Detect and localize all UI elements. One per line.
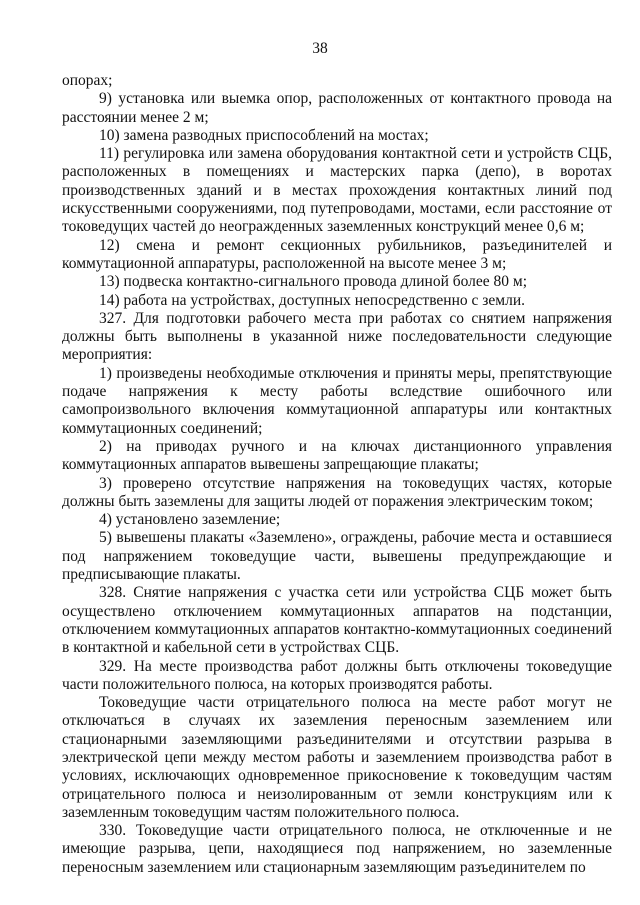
paragraph-continuation: опорах;: [62, 72, 113, 89]
section-327-item-2: 2) на приводах ручного и на ключах дистанционного управления коммутационных аппаратов вывешены запрещающие плакаты;: [62, 437, 612, 474]
section-327-item-5: 5) вывешены плакаты «Заземлено», ограждены, рабочие места и оставшиеся под напряжением токоведущие части, вывешены предупреждающие и предписывающие плакаты.: [62, 529, 612, 584]
list-item-9: 9) установка или выемка опор, расположенных от контактного провода на расстоянии менее 2 м;: [62, 90, 612, 126]
list-item-12: 12) смена и ремонт секционных рубильников, разъединителей и коммутационной аппаратуры, расположенной на высоте менее 3 м;: [62, 236, 612, 272]
section-328: 328. Снятие напряжения с участка сети или устройства СЦБ может быть осуществлено отключением коммутационных аппаратов на подстанции, отключением коммутационных аппаратов контактно-коммутационных соединений в контактной и кабельной сети в устройствах СЦБ.: [62, 584, 612, 657]
list-item-13: 13) подвеска контактно-сигнального провода длиной более 80 м;: [99, 273, 528, 291]
section-330: 330. Токоведущие части отрицательного полюса, не отключенные и не имеющие разрыва, цепи, находящиеся под напряжением, но заземленные переносным заземлением или стационарным заземляющим разъединителем по: [62, 822, 612, 876]
page-number: 38: [312, 40, 328, 57]
section-327-item-4: 4) установлено заземление;: [99, 511, 281, 529]
section-327-item-1: 1) произведены необходимые отключения и приняты меры, препятствующие подаче напряжения к месту работы вследствие ошибочного или самопроизвольного включения коммутационной аппаратуры или контактных коммутационных соединений;: [62, 364, 612, 437]
section-329-paragraph-2: Токоведущие части отрицательного полюса на месте работ могут не отключаться в случаях их заземления переносным заземлением или стационарными заземляющими разъединителями и отсутствии разрыва в электрической цепи между местом работы и заземлением производства работ в условиях, исключающих одновременное прикосновение к токоведущим частям отрицательного полюса и неизолированным от земли конструкциям или к заземленным токоведущим частям положительного полюса.: [62, 694, 612, 821]
list-item-11: 11) регулировка или замена оборудования контактной сети и устройств СЦБ, расположенных в помещениях и мастерских парка (депо), в воротах производственных зданий и в местах прохождения контактных линий под искусственными сооружениями, под путепроводами, мостами, если расстояние от токоведущих частей до неогражденных заземленных конструкций менее 0,6 м;: [62, 145, 612, 236]
document-body: [62, 72, 612, 877]
section-329: 329. На месте производства работ должны быть отключены токоведущие части положительного полюса, на которых производятся работы.: [62, 657, 612, 693]
list-item-14: 14) работа на устройствах, доступных непосредственно с земли.: [99, 291, 525, 309]
section-327-item-3: 3) проверено отсутствие напряжения на токоведущих частях, которые должны быть заземлены для защиты людей от поражения электрическим током;: [62, 474, 612, 510]
section-327: 327. Для подготовки рабочего места при работах со снятием напряжения должны быть выполнены в указанной ниже последовательности следующие мероприятия:: [62, 309, 612, 364]
list-item-10: 10) замена разводных приспособлений на мостах;: [99, 126, 429, 144]
